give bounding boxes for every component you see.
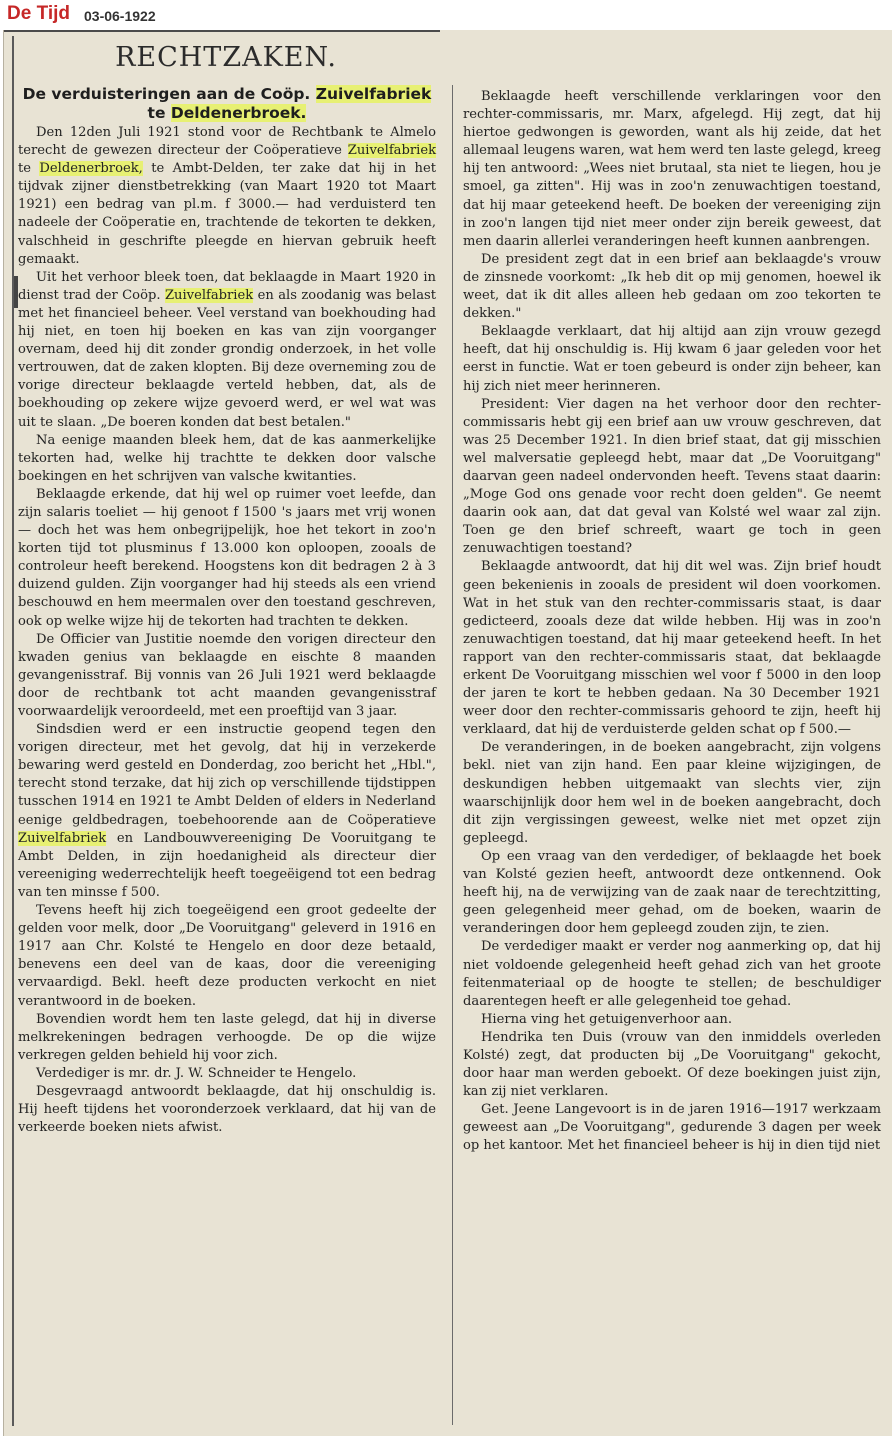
paragraph-r8: De verdediger maakt er verder nog aanmerking op, dat hij niet voldoende gelegenheid heeft gehad zich van het groote feitenmateriaal op de hoogte te stellen; de beschuldiger daarentegen heeft er alle gelegenheid toe gehad. [463, 939, 881, 1009]
paragraph-4: Beklaagde erkende, dat hij wel op ruimer voet leefde, dan zijn salaris toeliet — hij genoot f 1500 's jaars met vrij wonen — doch het was hem onbegrijpelijk, hoe het tekort in zoo'n korten tijd tot plusminus f 13.000 kon oploopen, zooals de controleur heeft berekend. Hoogstens kon dit bedragen 2 à 3 duizend gulden. Zijn voorganger had hij steeds als een vriend beschouwd en hem meermalen over den toestand geschreven, ook op welke wijze hij de tekorten had trachten te dekken. [18, 486, 436, 629]
paragraph-r5: Beklaagde antwoordt, dat hij dit wel was. Zijn brief houdt geen bekenienis in zooals de president wil doen voorkomen. Wat in het stuk van den rechter-commissaris staat, is daar gedicteerd, zooals deze dat wilde hebben. Hij was in zoo'n zenuwachtigen toestand, dat hij maar geteekend heeft. In het rapport van den rechter-commissaris staat, dat beklaagde erkent De Vooruitgang misschien wel voor f 5000 in den loop der jaren te kort te hebben gedaan. Na 30 December 1921 weer door den rechter-commissaris gehoord te zijn, heeft hij verklaard, dat hij de verduisterde gelden schat op f 500.— [463, 559, 881, 738]
headline-text-mid: te [147, 103, 166, 122]
highlight-zuivelfabriek: Zuivelfabriek [18, 830, 107, 846]
newspaper-name: De Tijd [7, 3, 70, 24]
paragraph-7: Tevens heeft hij zich toegeëigend een groot gedeelte der gelden voor melk, door „De Vooruitgang" geleverd in 1916 en 1917 aan Chr. Kolsté te Hengelo en door deze betaald, benevens een deel van de kaas, door die vereeniging vervaardigd. Bekl. heeft deze producten verkocht en niet verantwoord in de boeken. [18, 903, 436, 1009]
paragraph-r2: De president zegt dat in een brief aan beklaagde's vrouw de zinsnede voorkomt: „Ik heb dit op mij genomen, hoewel ik weet, dat ik dit alles alleen heb gedaan om zoo tekorten te dekken." [463, 251, 881, 322]
paragraph-2-text-a: Uit het verhoor bleek toen, dat beklaagde in Maart 1920 in dienst trad der Coöp. [18, 269, 436, 303]
article-column-right [463, 88, 881, 1156]
left-border-rule [12, 36, 14, 1426]
paragraph-3: Na eenige maanden bleek hem, dat de kas aanmerkelijke tekorten had, welke hij trachtte te dekken door valsche boekingen en het schrijven van valsche kwitanties. [18, 432, 436, 484]
highlight-zuivelfabriek: Zuivelfabriek [164, 287, 254, 303]
paragraph-r11: Get. Jeene Langevoort is in de jaren 1916—1917 werkzaam geweest aan „De Vooruitgang", gedurende 3 dagen per week op het kantoor. Met het financieel beheer is hij in dien tijd niet [463, 1102, 881, 1154]
headline-text-start: De verduisteringen aan de Coöp. [22, 85, 311, 103]
paragraph-r1: Beklaagde heeft verschillende verklaringen voor den rechter-commissaris, mr. Marx, afgelegd. Hij zegt, dat hij hiertoe gedwongen is geworden, want als hij zeide, dat het allemaal leugens waren, wat hem werd ten laste gelegd, kreeg hij ten antwoord: „Wees niet brutaal, sta niet te liegen, hou je smoel, ga zitten". Hij was in zoo'n zenuwachtigen toestand, dat hij maar geteekend heeft. De boeken der vereeniging zijn in zoo'n langen tijd niet meer onder zijn bereik geweest, dat men daarin allerlei veranderingen heeft kunnen aanbrengen. [463, 89, 881, 249]
clipping-header [0, 0, 894, 30]
paragraph-r7: Op een vraag van den verdediger, of beklaagde het boek van Kolsté gezien heeft, antwoordt deze ontkennend. Ook heeft hij, na de verwijzing van de zaak naar de terechtzitting, geen gelegenheid meer gehad, om de boeken, waarin de veranderingen door hem gepleegd zouden zijn, te zien. [463, 848, 881, 937]
article-headline [18, 85, 436, 122]
paragraph-10: Desgevraagd antwoordt beklaagde, dat hij onschuldig is. Hij heeft tijdens het vooronderzoek verklaard, dat hij van de verkeerde boeken niets afwist. [18, 1083, 436, 1136]
paragraph-1-text-c: te Ambt-Delden, ter zake dat hij in het tijdvak zijner dienstbetrekking (van Maart 1920 tot Maart 1921) een bedrag van pl.m. f 3000.— had verduisterd ten nadeele der Coöperatie en, trachtende de tekorten te dekken, valschheid in geschrifte pleegde en hiervan gebruik heeft gemaakt. [18, 161, 436, 267]
section-title: RECHTZAKEN. [115, 42, 337, 73]
column-divider [452, 85, 453, 1425]
paragraph-6-text-a: Sindsdien werd er een instructie geopend tegen den vorigen directeur, met het gevolg, dat hij in verzekerde bewaring werd gesteld en Donderdag, zoo bericht het „Hbl.", terecht stond terzake, dat hij zich op verschillende tijdstippen tusschen 1914 en 1921 te Ambt Delden of elders in Nederland eenige geldbedragen, toebehoorende aan de Coöperatieve [18, 722, 436, 828]
highlight-deldenerbroek: Deldenerbroek. [170, 103, 307, 122]
paragraph-r10: Hendrika ten Duis (vrouw van den inmiddels overleden Kolsté) zegt, dat producten bij „De Vooruitgang" gekocht, door haar man werden geboekt. Of deze boekingen juist zijn, kan zij niet verklaren. [463, 1029, 881, 1100]
newspaper-clipping [3, 30, 892, 1436]
highlight-zuivelfabriek: Zuivelfabriek [315, 85, 432, 103]
paragraph-9: Verdediger is mr. dr. J. W. Schneider te Hengelo. [36, 1065, 357, 1081]
top-rule [4, 30, 440, 32]
publication-date: 03-06-1922 [84, 8, 156, 24]
paragraph-r6: De veranderingen, in de boeken aangebracht, zijn volgens bekl. niet van zijn hand. Een paar kleine wijzigingen, de deskundigen hebben uitgemaakt van slechts vier, zijn waarschijnlijk door hem wel in de boeken aangebracht, doch dit zijn vergissingen geweest, welke niet met opzet zijn gepleegd. [463, 740, 881, 846]
paragraph-1 [18, 124, 436, 269]
paragraph-6 [18, 721, 436, 902]
paragraph-1-text-b: te [18, 161, 32, 177]
highlight-deldenerbroek: Deldenerbroek, [39, 161, 143, 177]
paragraph-r4: President: Vier dagen na het verhoor door den rechter-commissaris hebt gij een brief aan uw vrouw geschreven, dat was 25 December 1921. In dien brief staat, dat gij misschien wel malversatie gepleegd hebt, maar dat „De Vooruitgang" daarvan geen nadeel ondervonden heeft. Tevens staat daarin: „Moge God ons genade voor recht doen gelden". Ge neemt daarin ook aan, dat dat geval van Kolsté wel waar zal zijn. Toen ge den brief schreeft, waart ge toch in geen zenuwachtigen toestand? [463, 396, 881, 557]
paragraph-1-text-a: Den 12den Juli 1921 stond voor de Rechtbank te Almelo terecht de gewezen directeur der Coöperatieve [18, 125, 436, 159]
paragraph-2 [18, 269, 436, 432]
paragraph-8: Bovendien wordt hem ten laste gelegd, dat hij in diverse melkrekeningen bedragen verhoogde. De op die wijze verkregen gelden behield hij voor zich. [18, 1011, 436, 1063]
paragraph-6-text-b: en Landbouwvereeniging De Vooruitgang te Ambt Delden, in zijn hoedanigheid als directeur dier vereeniging wederrechtelijk heeft toegeëigend tot een bedrag van ten minsse f 500. [18, 830, 436, 900]
paragraph-r3: Beklaagde verklaart, dat hij altijd aan zijn vrouw gezegd heeft, dat hij onschuldig is. Hij kwam 6 jaar geleden voor het eerst in functie. Wat er toen gebeurd is onder zijn beheer, kan hij zich niet meer herinneren. [463, 324, 881, 394]
article-column-left [18, 85, 436, 1137]
paragraph-2-text-b: en als zoodanig was belast met het financieel beheer. Veel verstand van boekhouding had hij niet, en toen hij boeken en kas van zijn voorganger overnam, deed hij dit zonder grondig onderzoek, in het volle vertrouwen, dat de zaken klopten. Bij deze overneming zou de vorige directeur beklaagde verteld hebben, dat, als de boekhouding op zekere wijze gevoerd werd, er wel wat was uit te slaan. „De boeren konden dat best betalen." [18, 287, 436, 430]
highlight-zuivelfabriek: Zuivelfabriek [347, 143, 436, 159]
paragraph-5: De Officier van Justitie noemde den vorigen directeur den kwaden genius van beklaagde en eischte 8 maanden gevangenisstraf. Bij vonnis van 26 Juli 1921 werd beklaagde door de rechtbank tot acht maanden gevangenisstraf voorwaardelijk veroordeeld, met een proeftijd van 3 jaar. [18, 631, 436, 719]
paragraph-r9: Hierna ving het getuigenverhoor aan. [481, 1011, 732, 1027]
